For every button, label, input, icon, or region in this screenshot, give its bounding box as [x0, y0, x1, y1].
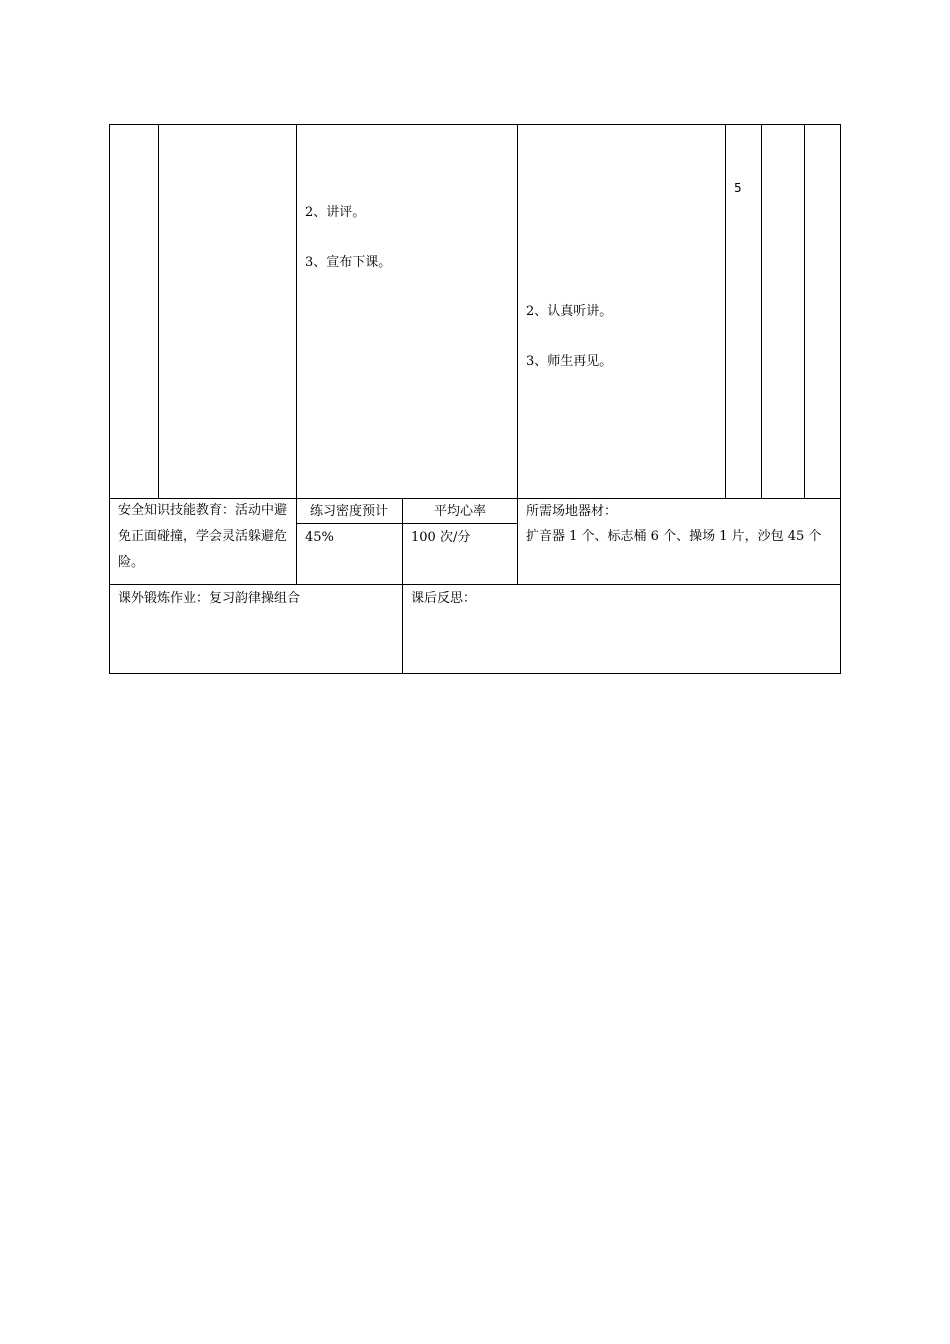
col-divider-e [725, 124, 726, 499]
time-value: 5 [734, 181, 742, 195]
density-header: 练习密度预计 [309, 504, 388, 519]
table-border-left [109, 124, 110, 674]
row-divider-2 [109, 584, 841, 585]
table-border-top [109, 124, 841, 125]
heart-rate-header: 平均心率 [433, 504, 486, 519]
equipment-label: 所需场地器材： [526, 504, 618, 519]
table-border-right [840, 124, 841, 674]
teacher-step-2: 3、宣布下课。 [305, 255, 392, 270]
col-divider-c [402, 498, 403, 674]
row-divider-sub [296, 523, 518, 524]
student-step-1: 2、认真听讲。 [526, 304, 613, 319]
student-step-2: 3、师生再见。 [526, 354, 613, 369]
col-divider-a [158, 124, 159, 499]
homework: 课外锻炼作业：复习韵律操组合 [118, 591, 301, 606]
reflection-label: 课后反思： [411, 591, 477, 606]
col-divider-f [761, 124, 762, 499]
table-border-bottom [109, 673, 841, 674]
teacher-step-1: 2、讲评。 [305, 205, 366, 220]
col-divider-g [804, 124, 805, 499]
safety-education: 安全知识技能教育：活动中避免正面碰撞，学会灵活躲避危险。 [118, 503, 288, 570]
density-value: 45% [305, 530, 334, 545]
equipment-value: 扩音器 1 个、标志桶 6 个、操场 1 片，沙包 45 个 [526, 529, 822, 544]
col-divider-d [517, 124, 518, 585]
heart-rate-value: 100 次/分 [411, 530, 471, 545]
